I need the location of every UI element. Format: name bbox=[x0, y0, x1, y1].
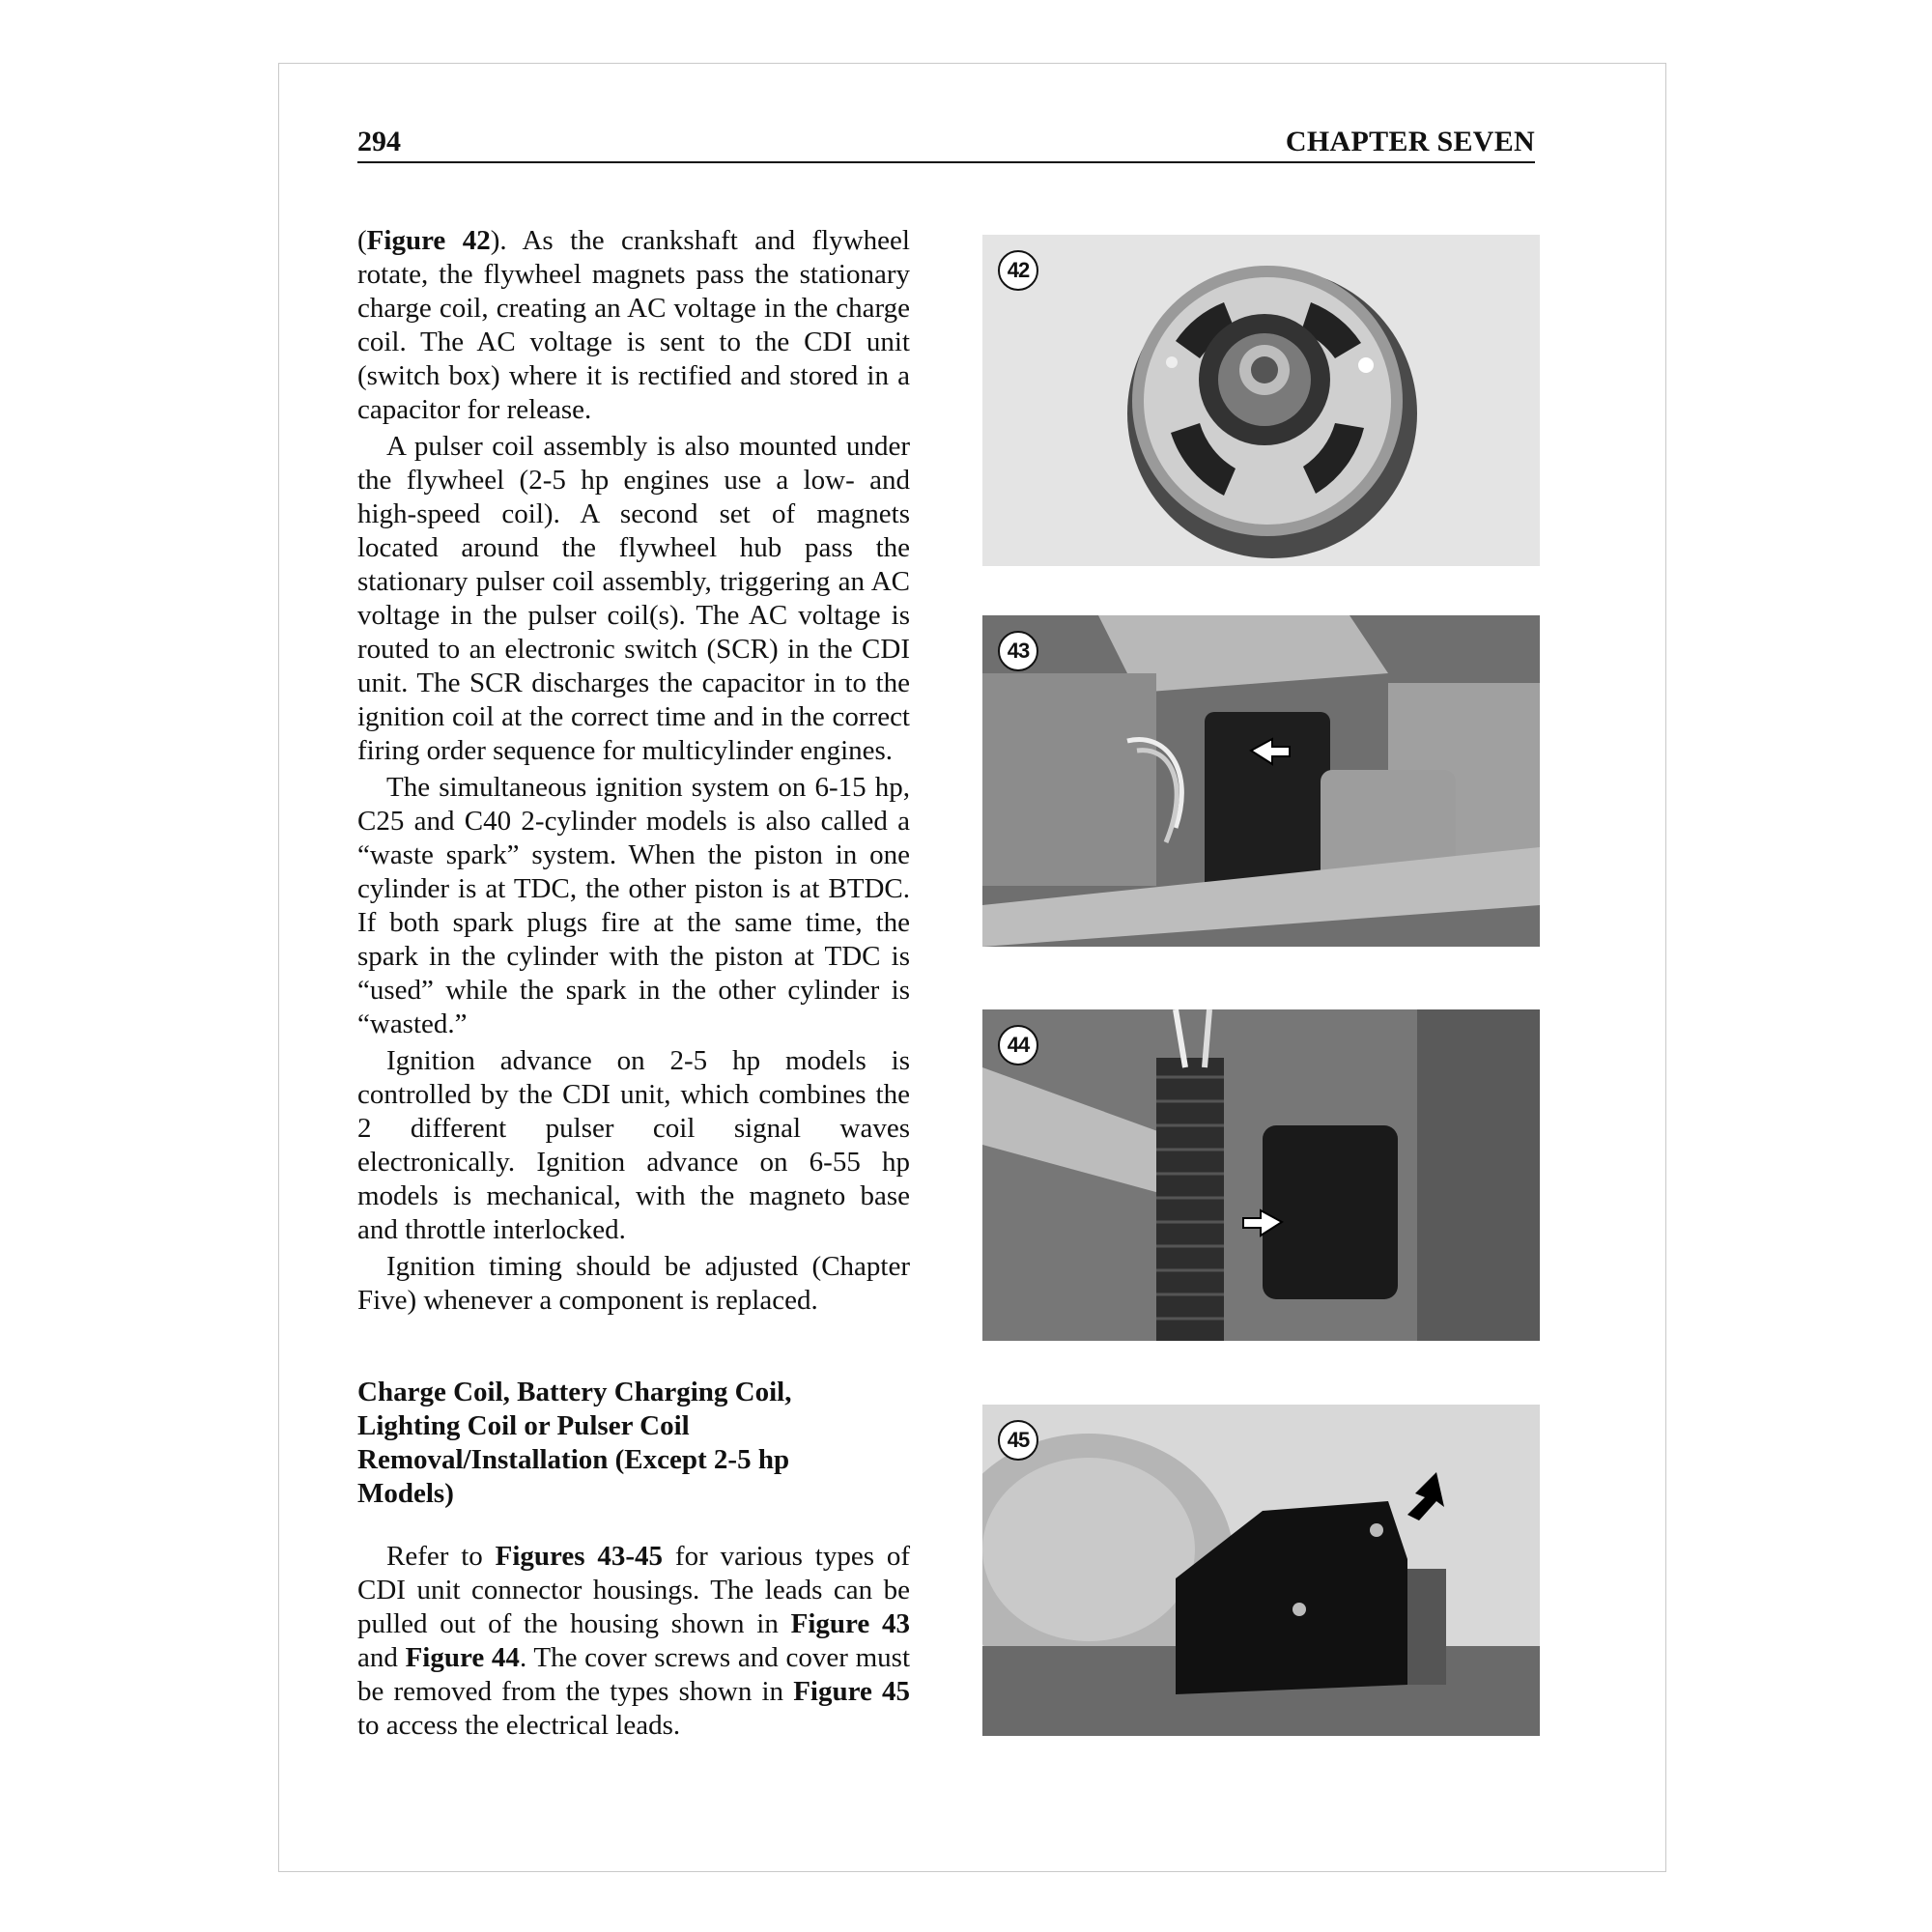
figure-43-cdi-connector-photo bbox=[982, 615, 1540, 947]
figure-number-badge: 42 bbox=[998, 250, 1038, 291]
paragraph-6 bbox=[357, 1540, 910, 1743]
figure-ref-44: Figure 44 bbox=[405, 1642, 520, 1673]
figure-42-flywheel-photo bbox=[982, 235, 1540, 566]
p6-text-3: and bbox=[357, 1642, 406, 1673]
p6-text-1: Refer to bbox=[386, 1541, 496, 1572]
paragraph-1-text: ). As the crankshaft and flywheel rotate, the flywheel magnets pass the stationary charge coil, creating an AC voltage in the charge coil. The AC voltage is sent to the CDI unit (switch box) where it is rectified and stored in a capacitor for release. bbox=[357, 225, 910, 425]
page-number: 294 bbox=[357, 126, 401, 157]
figure-ref-42: Figure 42 bbox=[366, 225, 491, 256]
paragraph-1 bbox=[357, 224, 910, 427]
paragraph-4: Ignition advance on 2-5 hp models is controlled by the CDI unit, which combines the 2 different pulser coil signal waves electronically. Ignition advance on 6-55 hp models is mechanical, with the magneto base and throttle interlocked. bbox=[357, 1045, 910, 1245]
paragraph-2: A pulser coil assembly is also mounted under the flywheel (2-5 hp engines use a low- and high-speed coil). A second set of magnets located around the flywheel hub pass the stationary pulser coil assembly, triggering an AC voltage in the pulser coil(s). The AC voltage is routed to an electronic switch (SCR) in the CDI unit. The SCR discharges the capacitor in to the ignition coil at the correct time and in the correct firing order sequence for multicylinder engines. bbox=[357, 431, 910, 766]
figure-number-badge: 44 bbox=[998, 1025, 1038, 1065]
section-heading: Charge Coil, Battery Charging Coil, Lighting Coil or Pulser Coil Removal/Installation (Except 2-5 hp Models) bbox=[357, 1377, 792, 1509]
figure-45-cdi-cover-photo bbox=[982, 1405, 1540, 1736]
cdi-connector-illustration-2 bbox=[982, 1009, 1540, 1341]
figure-ref-45: Figure 45 bbox=[793, 1676, 910, 1707]
paragraph-5: Ignition timing should be adjusted (Chapter Five) whenever a component is replaced. bbox=[357, 1251, 910, 1316]
figure-number-badge: 45 bbox=[998, 1420, 1038, 1461]
header-rule bbox=[357, 161, 1535, 163]
figure-number-badge: 43 bbox=[998, 631, 1038, 671]
p6-text-4: . The cover screws and cover must be removed from the types shown in bbox=[357, 1642, 911, 1707]
cdi-cover-illustration bbox=[982, 1405, 1540, 1736]
paragraph-3: The simultaneous ignition system on 6-15 hp, C25 and C40 2-cylinder models is also called a “waste spark” system. When the piston in one cylinder is at TDC, the other piston is at BTDC. If both spark plugs fire at the same time, the spark in the cylinder with the piston at TDC is “used” while the spark in the other cylinder is “wasted.” bbox=[357, 772, 910, 1039]
cdi-connector-illustration bbox=[982, 615, 1540, 947]
chapter-title: CHAPTER SEVEN bbox=[1285, 126, 1535, 157]
flywheel-illustration bbox=[982, 235, 1540, 566]
paren: ( bbox=[357, 225, 367, 256]
body-text-column bbox=[357, 224, 910, 1746]
figure-44-cdi-connector-photo bbox=[982, 1009, 1540, 1341]
p6-text-2: for various types of CDI unit connector housings. The leads can be pulled out of the housing shown in bbox=[357, 1541, 910, 1639]
p6-text-5: to access the electrical leads. bbox=[357, 1710, 681, 1741]
figure-ref-43-45: Figures 43-45 bbox=[495, 1541, 664, 1572]
figure-ref-43: Figure 43 bbox=[790, 1608, 910, 1639]
